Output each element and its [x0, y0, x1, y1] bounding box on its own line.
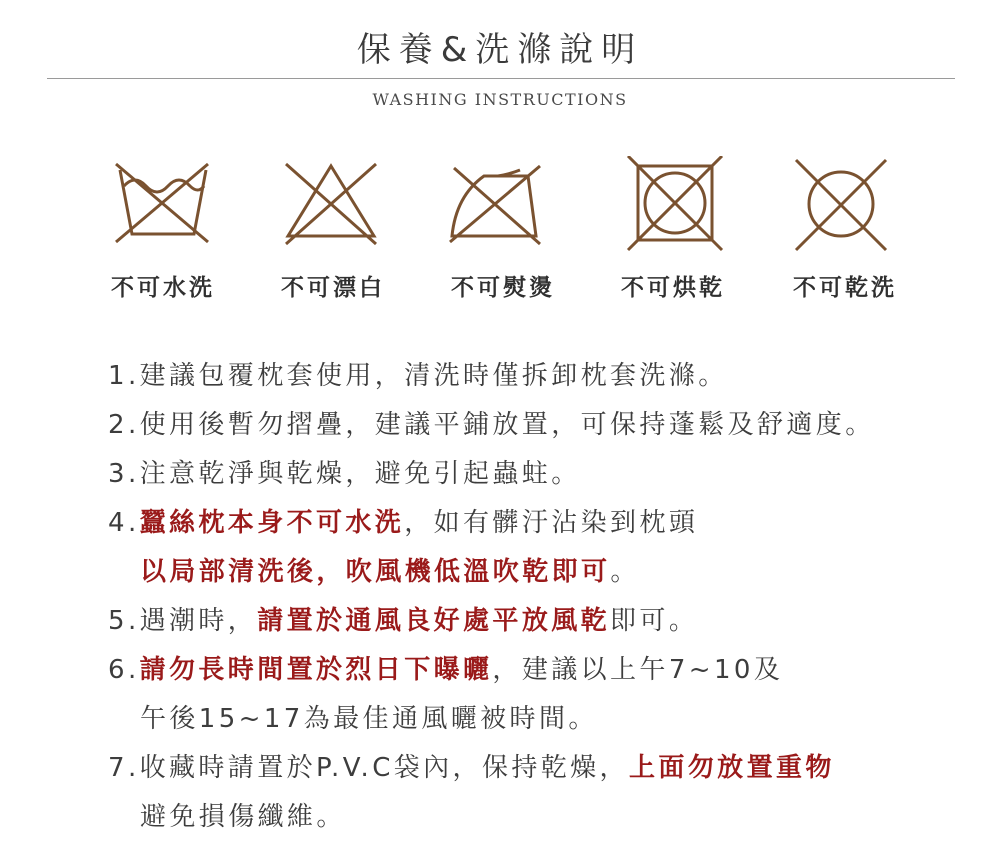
instruction-7: [108, 751, 835, 785]
do-not-dry-clean-icon: [786, 156, 896, 256]
care-label-no-dry-clean: 不可乾洗: [793, 275, 897, 301]
instruction-1: 1.建議包覆枕套使用，清洗時僅拆卸枕套洗滌。: [108, 361, 728, 391]
instruction-5-highlight: 請置於通風良好處平放風乾: [257, 606, 611, 636]
instruction-4-continued: [140, 555, 640, 589]
instruction-4-highlight: 蠶絲枕本身不可水洗: [139, 508, 405, 538]
page-title: 保養&洗滌說明: [356, 30, 644, 70]
instruction-4-number: 4.: [108, 508, 140, 538]
instruction-2: 2.使用後暫勿摺疊，建議平鋪放置，可保持蓬鬆及舒適度。: [108, 410, 875, 440]
instruction-4-continued-highlight: 以局部清洗後，吹風機低溫吹乾即可: [140, 557, 611, 587]
instruction-5: [108, 604, 698, 638]
instruction-6-text: ，建議以上午7~10及: [492, 655, 784, 685]
instruction-6-number: 6.: [108, 655, 140, 685]
instruction-6-highlight: 請勿長時間置於烈日下曝曬: [139, 655, 493, 685]
instruction-3: 3.注意乾淨與乾燥，避免引起蟲蛀。: [108, 459, 581, 489]
page-subtitle: WASHING INSTRUCTIONS: [372, 90, 628, 109]
instruction-7-continued: 避免損傷纖維。: [140, 802, 346, 832]
do-not-wash-icon: [108, 156, 218, 256]
do-not-iron-icon: [440, 156, 550, 256]
instruction-4-continued-end: 。: [610, 557, 640, 587]
do-not-bleach-icon: [276, 156, 386, 256]
instruction-5-end: 即可。: [610, 606, 699, 636]
do-not-tumble-dry-icon: [620, 156, 730, 256]
instruction-4-text: ，如有髒汙沾染到枕頭: [404, 508, 699, 538]
care-label-no-tumble-dry: 不可烘乾: [621, 275, 725, 301]
instruction-5-text: 5.遇潮時，: [108, 606, 258, 636]
instruction-4: [108, 506, 698, 540]
instruction-6-continued: 午後15~17為最佳通風曬被時間。: [140, 704, 598, 734]
instruction-6: [108, 653, 783, 687]
care-label-no-iron: 不可熨燙: [451, 275, 555, 301]
instruction-7-highlight: 上面勿放置重物: [628, 753, 835, 783]
care-label-no-wash: 不可水洗: [111, 275, 215, 301]
care-label-no-bleach: 不可漂白: [281, 275, 385, 301]
instruction-7-text: 7.收藏時請置於P.V.C袋內，保持乾燥，: [108, 753, 629, 783]
title-divider: [47, 78, 955, 79]
